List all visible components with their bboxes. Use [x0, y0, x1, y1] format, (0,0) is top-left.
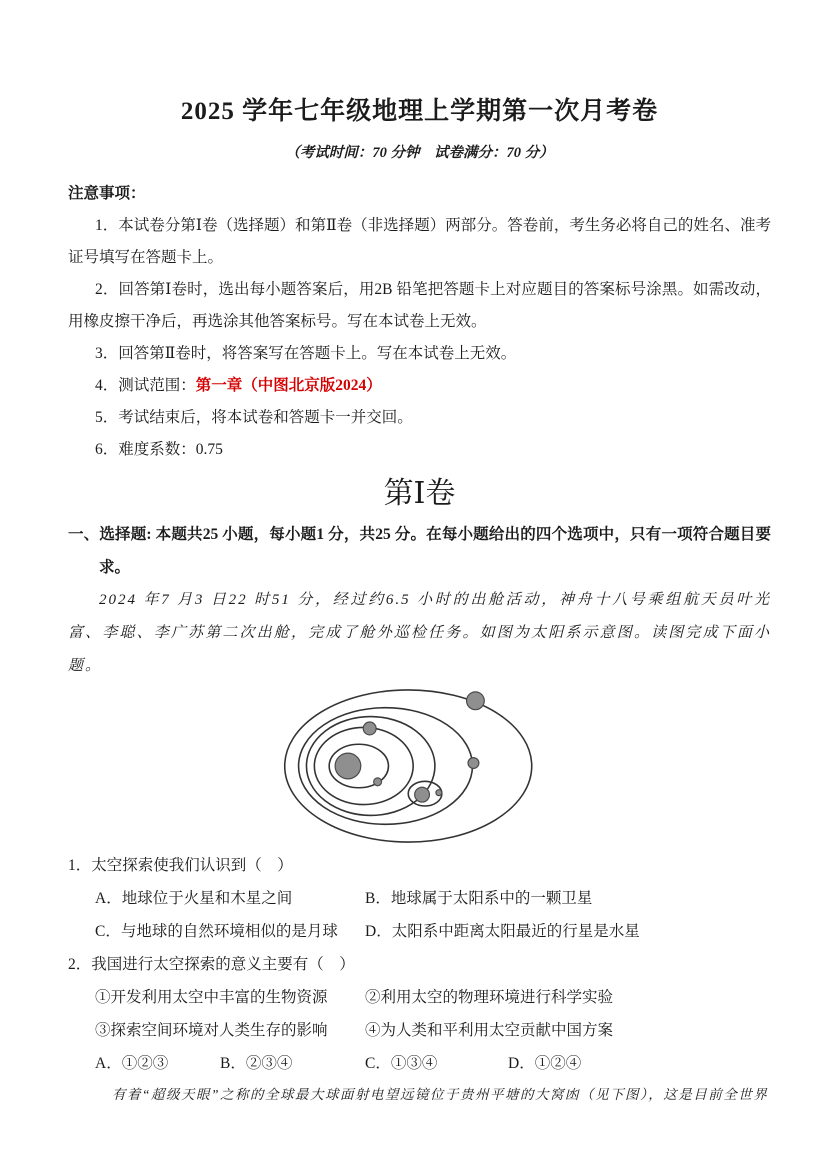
question-1-option-d: D．太阳系中距离太阳最近的行星是水星	[365, 923, 640, 940]
question-2-option-a: A．①②③	[95, 1055, 169, 1072]
solar-system-figure	[272, 683, 582, 849]
notice-item-5: 5．考试结束后，将本试卷和答题卡一并交回。	[95, 409, 413, 426]
question-1-option-a: A．地球位于火星和木星之间	[95, 890, 293, 907]
question-1-stem: 1．太空探索使我们认识到（ ）	[68, 857, 293, 874]
planet-1	[374, 778, 382, 786]
question-2-option-d: D．①②④	[508, 1055, 582, 1072]
notice-item-2: 2．回答第Ⅰ卷时，选出每小题答案后，用2B 铅笔把答题卡上对应题目的答案标号涂黑。如需改动，用橡皮擦干净后，再选涂其他答案标号。写在本试卷上无效。	[68, 281, 771, 330]
question-2-subitems	[68, 981, 771, 1047]
notice-item-3: 3．回答第Ⅱ卷时，将答案写在答题卡上。写在本试卷上无效。	[95, 345, 517, 362]
passage-fast-telescope: 有着“超级天眼”之称的全球最大球面射电望远镜位于贵州平塘的大窝凼（见下图），这是目前全世界	[112, 1087, 769, 1102]
question-1-option-c: C．与地球的自然环境相似的是月球	[95, 923, 338, 940]
passage-solar-system: 2024 年7 月3 日22 时51 分，经过约6.5 小时的出舱活动，神舟十八号乘组航天员叶光富、李聪、李广苏第二次出舱，完成了舱外巡检任务。如图为太阳系示意图。读图完成下面小题。	[68, 592, 771, 674]
planet-2	[363, 722, 376, 735]
question-2-subitem-3: ③探索空间环境对人类生存的影响	[95, 1022, 328, 1039]
notice-item-1: 1．本试卷分第Ⅰ卷（选择题）和第Ⅱ卷（非选择题）两部分。答卷前，考生务必将自己的姓名、准考证号填写在答题卡上。	[68, 217, 771, 266]
sun	[335, 753, 361, 779]
exam-title: 2025 学年七年级地理上学期第一次月考卷	[180, 98, 659, 125]
solar-system-diagram	[68, 683, 771, 849]
question-1	[68, 849, 771, 948]
question-2-option-b: B．②③④	[220, 1055, 293, 1072]
planet-3	[415, 787, 430, 802]
notice-heading: 注意事项：	[68, 185, 146, 202]
question-1-option-b: B．地球属于太阳系中的一颗卫星	[365, 890, 593, 907]
planet-5	[467, 692, 485, 710]
moon	[436, 790, 442, 796]
planet-4	[468, 758, 479, 769]
question-2-subitem-4: ④为人类和平利用太空贡献中国方案	[365, 1022, 614, 1039]
orbit-5	[285, 690, 532, 842]
notice-item-4-prefix: 4．测试范围：	[95, 377, 196, 394]
question-2	[68, 948, 771, 1080]
notice-item-6: 6．难度系数：0.75	[95, 441, 223, 458]
question-2-options	[68, 1047, 771, 1080]
question-2-subitem-1: ①开发利用太空中丰富的生物资源	[95, 989, 328, 1006]
exam-subtitle: （考试时间：70 分钟 试卷满分：70 分）	[285, 145, 554, 161]
notice-item-4-scope: 第一章（中图北京版2024）	[195, 377, 382, 394]
orbit-4	[299, 708, 473, 825]
notice-item-4	[68, 370, 771, 402]
section-intro: 一、选择题: 本题共25 小题，每小题1 分，共25 分。在每小题给出的四个选项中，只有一项符合题目要求。	[68, 526, 771, 576]
question-1-options	[68, 882, 771, 948]
question-2-option-c: C．①③④	[365, 1055, 438, 1072]
question-2-subitem-2: ②利用太空的物理环境进行科学实验	[365, 989, 614, 1006]
part1-heading: 第Ⅰ卷	[383, 477, 456, 510]
question-2-stem: 2．我国进行太空探索的意义主要有（ ）	[68, 956, 355, 973]
page-content	[68, 0, 771, 1108]
